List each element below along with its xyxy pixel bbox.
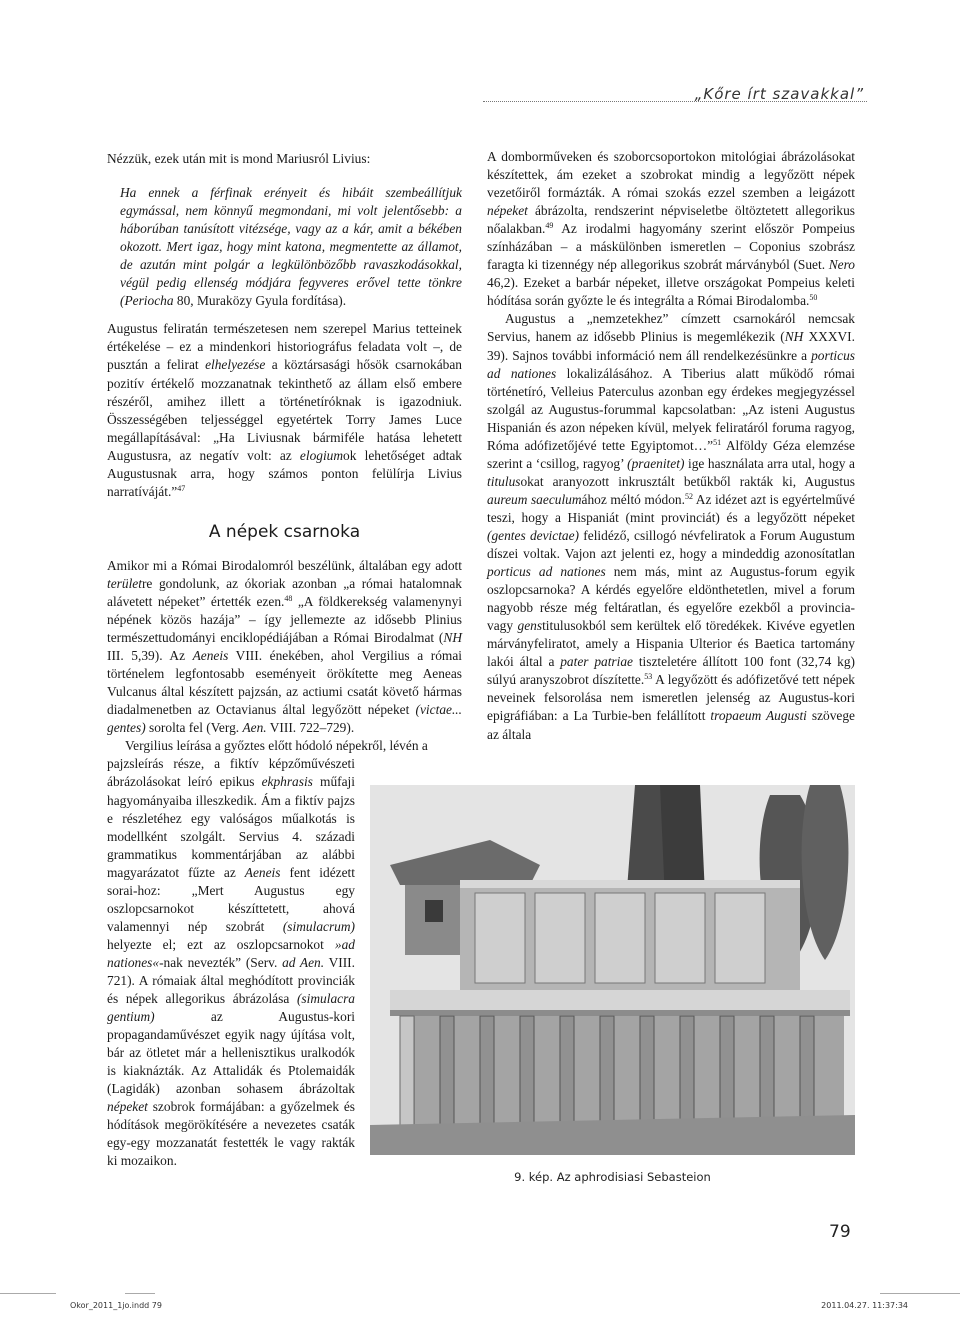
- footer-file-info: Okor_2011_1jo.indd 79: [70, 1301, 162, 1310]
- header-rule: [483, 101, 867, 102]
- sebasteion-photo: [370, 785, 855, 1155]
- paragraph-roman-empire: Amikor mi a Római Birodalomról beszélünk, általában egy adott területre gondolunk, az ókoriak azonban „a római hatalomnak alávetett népeket” értették ezen.$^{48}$ „A földkerekség valamenynyi népének közös hazája” – így jellemezte az idősebb Plinius természettudományi enciklopédiájában a Római Birodalmat (NH III. 5,39). Az Aeneis VIII. énekében, ahol Vergilius a római történelem legfontosabb eseményeit örökítette meg Aeneas Vulcanus által készített pajzsán, az actiumi csatát követő hármas diadalmenetben az Octavianus által legyőzött népeket (victae... gentes) sorolta fel (Verg. Aen. VIII. 722–729).: [107, 557, 462, 736]
- paragraph-reliefs: A domborműveken és szoborcsoportokon mitológiai ábrázolásokat készítettek, ám ezeket a szobrokat mindig a legyőzött népek vezetőiről formázták. A római szokás ezzel szemben a leigázott népeket ábrázolta, rendszerint népviseletbe öltöztetett allegorikus nőalakban.$^{49}$ Az irodalmi hagyomány szerint először Pompeius színházában – a máskülönben ismeretlen – Coponius szobrász faragta ki tizennégy nép allegorikus szobrát márványból (Suet. Nero 46,2). Ezeket a barbár népeket, illetve országokat Pompeius keleti hódítása során győzte le és integrálta a Római Birodalomba.$^{50}$: [487, 149, 855, 309]
- right-column: [487, 148, 855, 744]
- figure-caption: 9. kép. Az aphrodisiasi Sebasteion: [514, 1170, 711, 1184]
- footer-rule-mid: [125, 1293, 155, 1294]
- paragraph-augustus-inscription: Augustus feliratán természetesen nem szerepel Marius tetteinek értékelése – ez a mindenkori historiográfus feladata volt –, de pusztán a felirat elhelyezése a köztársasági hősök csarnokában pozitív értékelő mozzanatnak tekinthető az állam első embere részéről, amihez illett a történetíróknak is igazodniuk. Összességében teljességgel egyetértek Torry James Luce megállapításával: „Ha Liviusnak bármiféle hatása lehetett Augustusra, az negatív volt: az elogiumok lehetőséget adtak Augustusnak arra, hogy számos ponton felülírja Livius narratíváját.”$^{47}$: [107, 321, 463, 499]
- footnote-ref: 53: [644, 672, 653, 682]
- footnote-ref: 48: [284, 593, 293, 603]
- ruins-illustration: [370, 785, 855, 1155]
- footer-timestamp: 2011.04.27. 11:37:34: [821, 1301, 908, 1310]
- footer-rule-right: [880, 1293, 960, 1294]
- paragraph-vergilius: pajzsleírás része, a fiktív képzőművészeti ábrázolásokat leíró epikus ekphrasis műfaji hagyományaiba illeszkedik. Ám a fiktív pajzs e részletéhez egy valóságos műalkotás is modellként szolgált. Servius 4. századi grammatikus kommentárjában az alábbi magyarázatot fűzte az Aeneis fent idézett sorai-hoz: „Mert Augustus egy oszlopcsarnokot készíttetett, ahová valamennyi nép szobrát (simulacrum) helyezte el; ezt az oszlopcsarnokot »ad nationes«-nak nevezték” (Serv. ad Aen. VIII. 721). A rómaiak által meghódított provinciák és népek allegorikus ábrázolása (simulacra gentium) az Augustus-kori propagandaművészet egyik nagy újítása volt, bár az ötletet már a hellenisztikus uralkodók is kiaknázták. Az Attalidák és Ptolemaidák (Lagidák) azonban sohasem ábrázoltak népeket szobrok formájában: a győzelmek és hódítások megörökítésére a nevezetes csaták egy-egy mozzanatát festették le vagy rakták ki mozaikon.: [107, 756, 355, 1169]
- paragraph-vergilius-lead: Vergilius leírása a győztes előtt hódoló népekről, lévén a: [125, 738, 428, 754]
- footnote-ref: 50: [809, 293, 818, 303]
- footnote-ref: 52: [684, 491, 693, 501]
- livius-quote: Ha ennek a férfinak erényeit és hibáit szembeállítjuk egymással, nem könnyű megmondani, mi volt jelentősebb: a háborúban tanúsított vitézsége, vagy az a kár, amit a békében okozott. Mert igaz, hogy mint katona, megmentette az államot, de azután mint polgár a legkülönbözőbb ravaszkodásokkal, végül pedig ellenség módjára fegyveres erővel tette tönkre (Periocha 80, Muraközy Gyula fordítása).: [120, 185, 462, 309]
- paragraph-porticus: Augustus a „nemzetekhez” címzett csarnokáról nemcsak Servius, hanem az idősebb Plinius is megemlékezik (NH XXXVI. 39). Sajnos további információ nem áll rendelkezésünkre a porticus ad nationes lokalizálásához. A Tiberius alatt működő római történetíró, Velleius Paterculus azonban egy érdekes megjegyzéssel szolgál az Augustus-forummal kapcsolatban: „Az isteni Augustus Hispanián és azon népeken kívül, melyek feliratáról foruma ragyog, Róma adófizetőjévé tette Egyiptomot…”$^{51}$ Alföldy Géza elemzése szerint a ‘csillog, ragyog’ (praenitet) ige használata arra utal, hogy a titulusokat aranyozott inkrusztált betűkből rakták ki, Augustus aureum saeculumához méltó módon.$^{52}$ Az idézet azt is egyértelművé teszi, hogy a Hispaniát (mint provinciát) és a legyőzött népeket (gentes devictae) felidéző, csillogó névfeliratok a Forum Augustum díszei voltak. Vajon azt jelenti ez, hogy a mindeddig azonosítatlan porticus ad nationes nem más, mint az Augustus-forum egyik oszlopcsarnoka? A kérdés egyelőre eldönthetetlen, mivel a forum nagyobb része még feltáratlan, és egyelőre ezekből a provincia- vagy genstitulusokból sem kerültek elő töredékek. Kivéve egyetlen márványfeliratot, amely a Hispania Ulterior és Baetica tartomány lakói által a pater patriae tiszteletére állított 100 font (32,74 kg) súlyú aranyszobrot díszítette.$^{53}$ A legyőzött és adófizetővé tett népek neveinek felsorolása nem ismeretlen jelenség az Augustus-kori epigráfiában: a La Turbie-ben felállított tropaeum Augusti szövege az általa: [487, 311, 856, 742]
- footer-rule-left: [0, 1293, 56, 1294]
- footnote-ref: 49: [545, 221, 554, 231]
- footnote-ref: 51: [713, 437, 722, 447]
- page-number: 79: [829, 1222, 851, 1242]
- running-header-title: „Kőre írt szavakkal”: [694, 85, 864, 103]
- intro-line: Nézzük, ezek után mit is mond Mariusról Livius:: [107, 151, 371, 166]
- footnote-ref: 47: [177, 483, 186, 493]
- section-heading: A népek csarnoka: [208, 521, 361, 542]
